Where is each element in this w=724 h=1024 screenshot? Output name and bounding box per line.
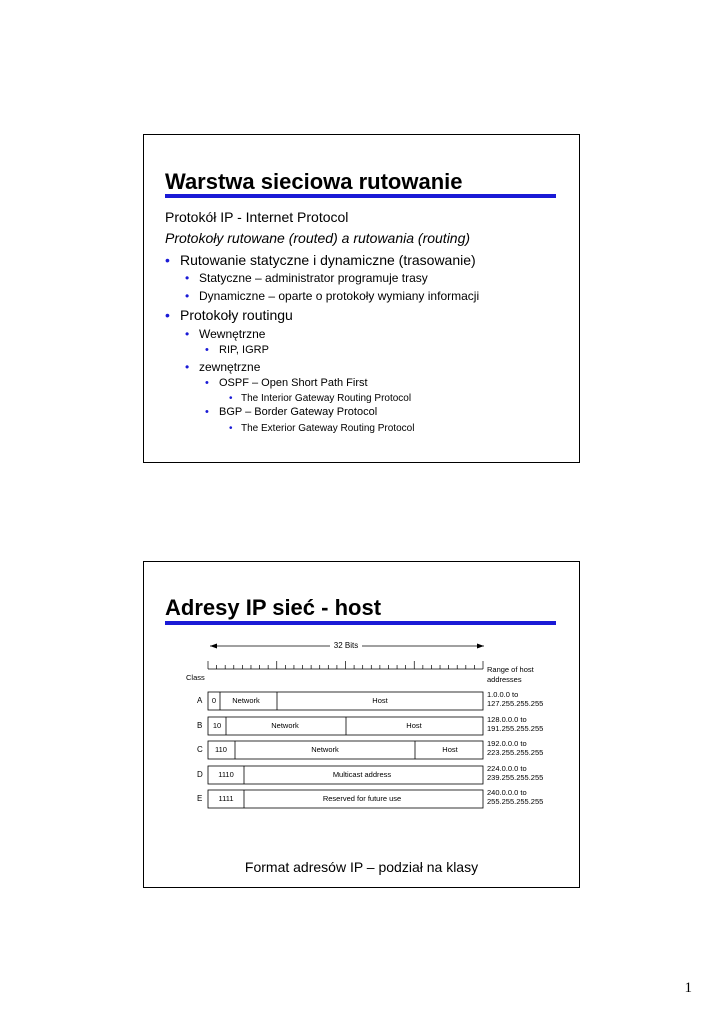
- list-item: • Protokoły routingu: [165, 307, 293, 323]
- bullet-icon: •: [229, 423, 233, 434]
- bit-ruler: [208, 661, 483, 669]
- class-label: E: [197, 794, 203, 803]
- bullet-icon: •: [165, 252, 170, 268]
- class-label: C: [197, 745, 203, 754]
- range-header: Range of host: [487, 665, 534, 674]
- bits-label: 32 Bits: [333, 641, 359, 650]
- list-item: • Dynamiczne – oparte o protokoły wymiany informacji: [185, 289, 480, 303]
- slide-title: Warstwa sieciowa rutowanie: [165, 169, 463, 194]
- class-label: A: [197, 696, 203, 705]
- prefix-bits: 110: [215, 745, 227, 754]
- bullet-icon: •: [229, 393, 233, 404]
- list-item: • BGP – Border Gateway Protocol: [205, 406, 378, 418]
- prefix-bits: 10: [212, 721, 222, 730]
- page-number: 1: [684, 980, 692, 996]
- bullet-icon: •: [185, 327, 190, 341]
- slide-title: Adresy IP sieć - host: [165, 595, 382, 620]
- host-field: Host: [372, 696, 388, 705]
- address-box: [208, 717, 483, 735]
- list-item: • zewnętrzne: [185, 360, 261, 374]
- list-item: • OSPF – Open Short Path First: [205, 377, 368, 389]
- list-item: • RIP, IGRP: [205, 344, 269, 356]
- host-field: Host: [442, 745, 458, 754]
- bullet-icon: •: [205, 377, 209, 389]
- host-field: Host: [406, 721, 422, 730]
- address-range: 240.0.0.0 to: [487, 788, 527, 797]
- slide-ip-addresses: [143, 561, 580, 888]
- reserved-field: Reserved for future use: [322, 794, 402, 803]
- prefix-bits: 1111: [218, 794, 234, 803]
- figure-caption: Format adresów IP – podział na klasy: [244, 859, 479, 875]
- address-range: 1.0.0.0 to: [487, 690, 519, 699]
- prefix-bits: 1110: [218, 770, 234, 779]
- slide-routing: [143, 134, 580, 463]
- class-header: Class: [186, 673, 205, 682]
- text-line-italic: Protokoły rutowane (routed) a rutowania (routing): [165, 230, 471, 246]
- class-label: D: [197, 770, 203, 779]
- address-range: 223.255.255.255: [487, 748, 544, 757]
- arrow-left-icon: [210, 644, 217, 649]
- multicast-field: Multicast address: [332, 770, 392, 779]
- address-range: 127.255.255.255: [487, 699, 544, 708]
- ip-class-diagram: [144, 562, 579, 822]
- bullet-icon: •: [205, 406, 209, 418]
- list-item: • Rutowanie statyczne i dynamiczne (trasowanie): [165, 252, 476, 268]
- range-header: addresses: [487, 675, 522, 684]
- bullet-icon: •: [205, 344, 209, 356]
- list-item: • The Exterior Gateway Routing Protocol: [229, 423, 415, 434]
- text-line: Protokół IP - Internet Protocol: [165, 209, 349, 225]
- bullet-icon: •: [185, 289, 190, 303]
- bullet-icon: •: [185, 360, 190, 374]
- class-label: B: [197, 721, 203, 730]
- list-item: • The Interior Gateway Routing Protocol: [229, 393, 412, 404]
- title-underline: [165, 194, 556, 198]
- prefix-bits: 0: [211, 696, 217, 705]
- network-field: Network: [271, 721, 299, 730]
- bullet-icon: •: [165, 307, 170, 323]
- address-range: 128.0.0.0 to: [487, 715, 527, 724]
- address-range: 224.0.0.0 to: [487, 764, 527, 773]
- address-range: 192.0.0.0 to: [487, 739, 527, 748]
- address-range: 191.255.255.255: [487, 724, 544, 733]
- arrow-right-icon: [477, 644, 484, 649]
- list-item: • Wewnętrzne: [185, 327, 266, 341]
- address-range: 239.255.255.255: [487, 773, 544, 782]
- bullet-icon: •: [185, 271, 190, 285]
- network-field: Network: [311, 745, 339, 754]
- network-field: Network: [232, 696, 260, 705]
- list-item: • Statyczne – administrator programuje trasy: [185, 271, 428, 285]
- address-range: 255.255.255.255: [487, 797, 544, 806]
